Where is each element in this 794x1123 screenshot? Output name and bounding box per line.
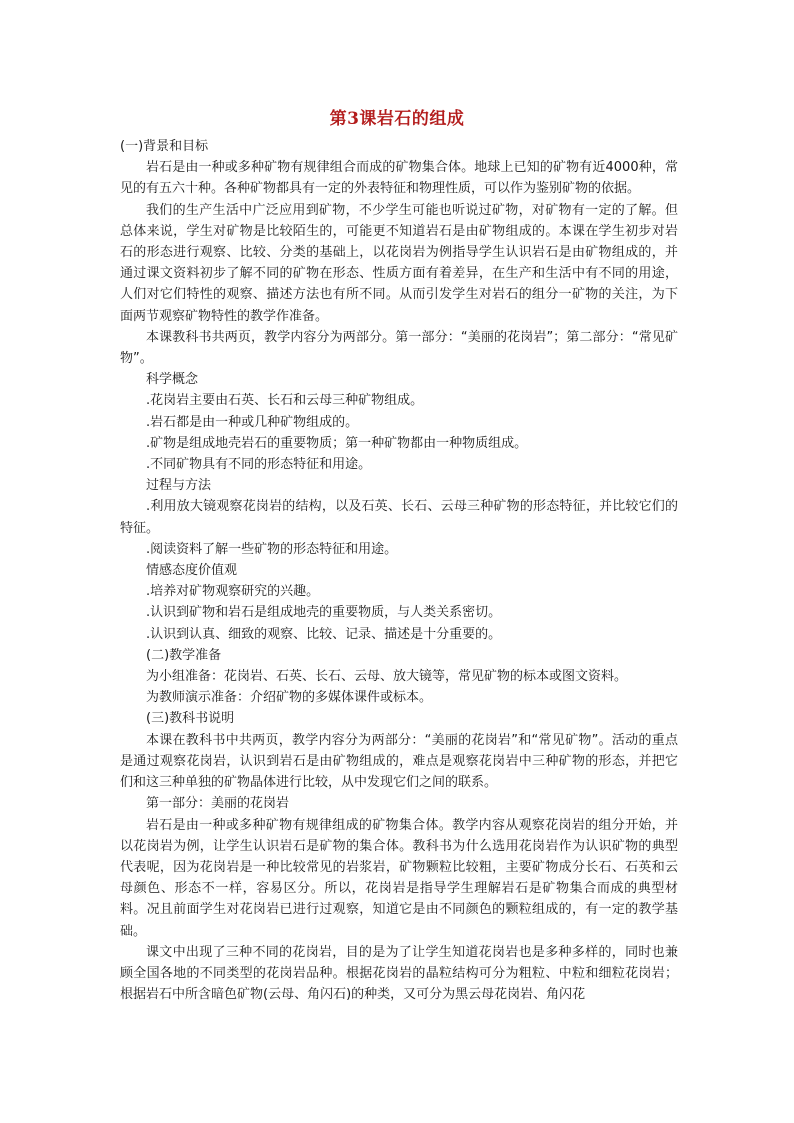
paragraph: 情感态度价值观 <box>146 563 238 579</box>
paragraph: .利用放大镜观察花岗岩的结构，以及石英、长石、云母三种矿物的形态特征，并比较它们的特征。 <box>120 499 678 536</box>
document-body <box>120 136 678 1005</box>
paragraph: .认识到认真、细致的观察、比较、记录、描述是十分重要的。 <box>146 626 502 642</box>
paragraph: 为小组准备：花岗岩、石英、长石、云母、放大镜等，常见矿物的标本或图文资料。 <box>146 669 628 685</box>
paragraph: (三)教科书说明 <box>146 711 235 727</box>
paragraph: 课文中出现了三种不同的花岗岩，目的是为了让学生知道花岗岩也是多种多样的，同时也兼顾全国各地的不同类型的花岗岩品种。根据花岗岩的晶粒结构可分为粗粒、中粒和细粒花岗岩；根据岩石中所含暗色矿物(云母、角闪石)的种类，又可分为黑云母花岗岩、角闪花 <box>120 944 678 1003</box>
paragraph: .岩石都是由一种或几种矿物组成的。 <box>146 414 359 430</box>
paragraph: 本课在教科书中共两页，教学内容分为两部分：“美丽的花岗岩”和“常见矿物”。活动的重点是通过观察花岗岩，认识到岩石是由矿物组成的，难点是观察花岗岩中三种矿物的形态，并把它们和这三种单独的矿物晶体进行比较，从中发现它们之间的联系。 <box>120 732 678 791</box>
paragraph: 过程与方法 <box>146 478 212 494</box>
paragraph: 第一部分：美丽的花岗岩 <box>146 796 290 812</box>
paragraph: 本课教科书共两页，教学内容分为两部分。第一部分：“美丽的花岗岩”；第二部分：“常见矿物”。 <box>120 329 678 367</box>
paragraph: .认识到矿物和岩石是组成地壳的重要物质，与人类关系密切。 <box>146 605 502 621</box>
paragraph: .阅读资料了解一些矿物的形态特征和用途。 <box>146 541 398 557</box>
paragraph: 岩石是由一种或多种矿物有规律组合而成的矿物集合体。地球上已知的矿物有近4000种，常见的有五六十种。各种矿物都具有一定的外表特征和物理性质，可以作为鉴别矿物的依据。 <box>120 160 678 197</box>
paragraph: .培养对矿物观察研究的兴趣。 <box>146 584 320 600</box>
paragraph: (二)教学准备 <box>146 647 222 663</box>
paragraph: (一)背景和目标 <box>120 139 209 154</box>
paragraph: 我们的生产生活中广泛应用到矿物，不少学生可能也听说过矿物，对矿物有一定的了解。但总体来说，学生对矿物是比较陌生的，可能更不知道岩石是由矿物组成的。本课在学生初步对岩石的形态进行观察、比较、分类的基础上，以花岗岩为例指导学生认识岩石是由矿物组成的，并通过课文资料初步了解不同的矿物在形态、性质方面有着差异，在生产和生活中有不同的用途，人们对它们特性的观察、描述方法也有所不同。从而引发学生对岩石的组分一矿物的关注，为下面两节观察矿物特性的教学作准备。 <box>120 202 678 324</box>
paragraph: 科学概念 <box>146 372 199 388</box>
paragraph: .矿物是组成地壳岩石的重要物质；第一种矿物都由一种物质组成。 <box>146 435 528 451</box>
page-title: 第3课岩石的组成 <box>329 109 465 129</box>
paragraph: 岩石是由一种或多种矿物有规律组成的矿物集合体。教学内容从观察花岗岩的组分开始，并以花岗岩为例，让学生认识岩石是矿物的集合体。教科书为什么选用花岗岩作为认识矿物的典型代表呢，因为花岗岩是一种比较常见的岩浆岩，矿物颗粒比较粗，主要矿物成分长石、石英和云母颜色、形态不一样，容易区分。所以，花岗岩是指导学生理解岩石是矿物集合而成的典型材料。况且前面学生对花岗岩已进行过观察，知道它是由不同颜色的颗粒组成的，有一定的教学基础。 <box>120 817 678 939</box>
paragraph: .不同矿物具有不同的形态特征和用途。 <box>146 457 372 473</box>
paragraph: 为教师演示准备：介绍矿物的多媒体课件或标本。 <box>146 690 433 706</box>
paragraph: .花岗岩主要由石英、长石和云母三种矿物组成。 <box>146 393 424 409</box>
